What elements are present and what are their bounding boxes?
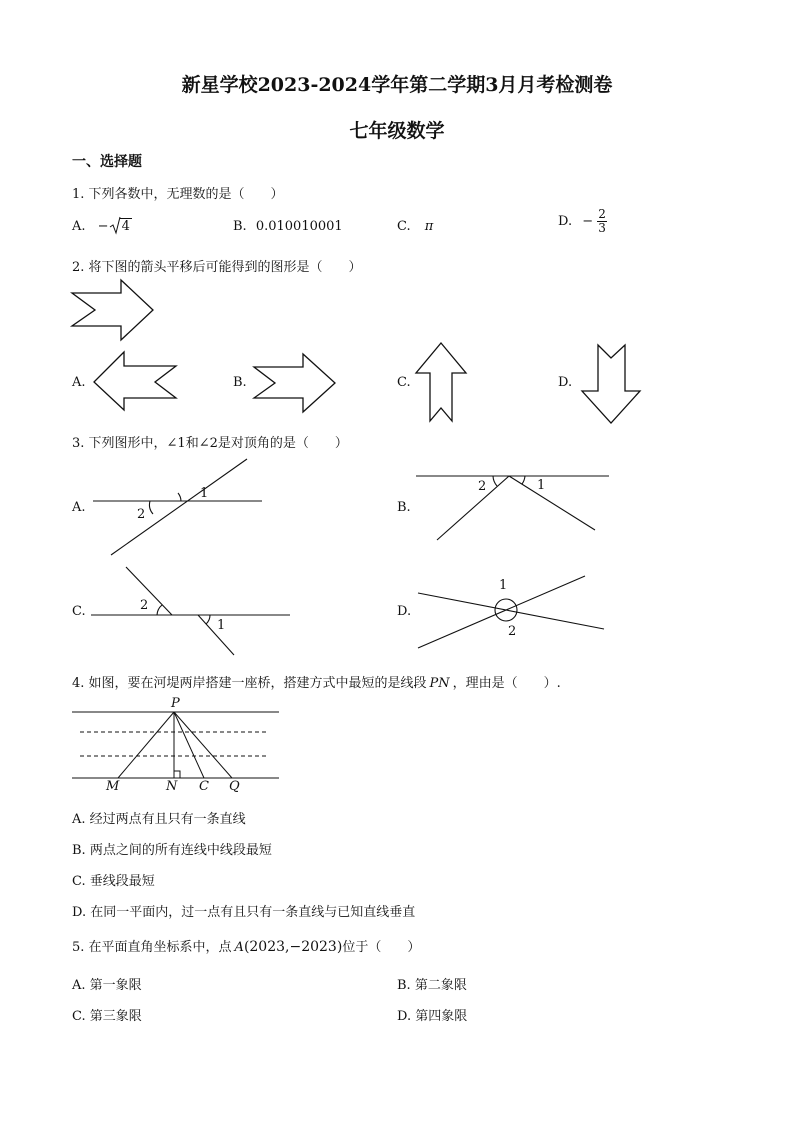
q4-option-a: A. 经过两点有且只有一条直线 [72,812,246,827]
q3-figure-a [93,459,262,555]
q3-option-b-label: B. [397,500,411,515]
q5-option-c: C. 第三象限 [72,1009,142,1024]
pi-symbol: π [424,219,434,234]
q2-option-a-label: A. [72,375,86,390]
q2-option-b-label: B. [233,375,247,390]
q3d-angle-2-label: 2 [508,624,517,639]
point-q-label: Q [229,779,240,794]
radicand: 4 [121,219,130,234]
reference-arrow-icon [72,280,153,340]
point-c-label: C [199,779,209,794]
option-c-up-arrow-icon [416,343,466,421]
option-b-right-arrow-icon [254,354,335,412]
q2-figures [0,275,794,435]
section-heading: 一、选择题 [72,154,142,170]
q3-figures [0,455,794,665]
option-a-left-arrow-icon [94,352,176,410]
q2-option-c-label: C. [397,375,411,390]
option-label: B. [233,219,247,234]
denominator: 3 [598,221,606,235]
option-text: 0.010010001 [255,219,343,234]
q4-option-c: C. 垂线段最短 [72,874,155,889]
q3b-angle-2-label: 2 [478,479,487,494]
q3-option-c-label: C. [72,604,86,619]
option-label: A. [72,219,86,234]
minus-sign: − [582,214,594,229]
q3-option-a-label: A. [72,500,86,515]
q3-option-d-label: D. [397,604,412,619]
fraction [597,208,607,235]
angle-arc [149,501,153,514]
question-5-stem [72,936,420,955]
q1-option-d [558,208,607,235]
q5-option-d: D. 第四象限 [397,1009,468,1024]
angle-arc [178,493,181,501]
option-label: C. [397,219,411,234]
q1-option-b [233,219,343,234]
option-label: D. [558,214,573,229]
q4-river-bridge-figure [0,700,794,780]
sqrt-expression [109,219,132,234]
point-n-label: N [166,779,178,794]
option-d-down-arrow-icon [582,345,640,423]
question-2-stem: 2. 将下图的箭头平移后可能得到的图形是（ ） [72,260,362,275]
point-p-label: P [171,696,180,711]
q3a-angle-2-label: 2 [137,507,146,522]
right-angle-mark [174,771,180,778]
stem-text-end: ，理由是（ ）. [452,676,561,691]
point-m-label: M [106,779,120,794]
question-1-stem: 1. 下列各数中，无理数的是（ ） [72,187,284,202]
q3d-angle-1-label: 1 [499,578,508,593]
q1-option-a [72,219,132,234]
radical-sign-icon [109,217,121,235]
numerator: 2 [598,207,606,221]
point-a: A [234,940,244,955]
point-coordinates: (2023,−2023) [243,939,343,955]
stem-text: 4. 如图，要在河堤两岸搭建一座桥，搭建方式中最短的是线段 [72,676,427,691]
q4-option-d: D. 在同一平面内，过一点有且只有一条直线与已知直线垂直 [72,905,416,920]
page-title: 新星学校2023-2024学年第二学期3月月考检测卷 [181,74,613,96]
q2-option-d-label: D. [558,375,573,390]
q3c-angle-2-label: 2 [140,598,149,613]
q5-option-b: B. 第二象限 [397,978,467,993]
angle-arc [522,476,525,484]
q3c-angle-1-label: 1 [217,618,226,633]
q4-option-b: B. 两点之间的所有连线中线段最短 [72,843,272,858]
q5-option-a: A. 第一象限 [72,978,142,993]
question-4-stem [72,672,561,691]
q1-option-c [397,219,433,234]
angle-arc [157,605,162,615]
minus-sign: − [97,219,109,234]
q3b-angle-1-label: 1 [537,478,546,493]
angle-arc [493,476,497,486]
stem-text: 5. 在平面直角坐标系中，点 [72,940,232,955]
q3-figure-c [91,567,290,655]
stem-text-end: 位于（ ） [342,940,421,955]
q3-figure-b [416,476,609,540]
angle-arc [206,615,210,624]
segment-pn: PN [429,676,450,691]
question-3-stem: 3. 下列图形中，∠1和∠2是对顶角的是（ ） [72,436,348,451]
q3a-angle-1-label: 1 [200,486,209,501]
page-subtitle: 七年级数学 [349,120,445,142]
